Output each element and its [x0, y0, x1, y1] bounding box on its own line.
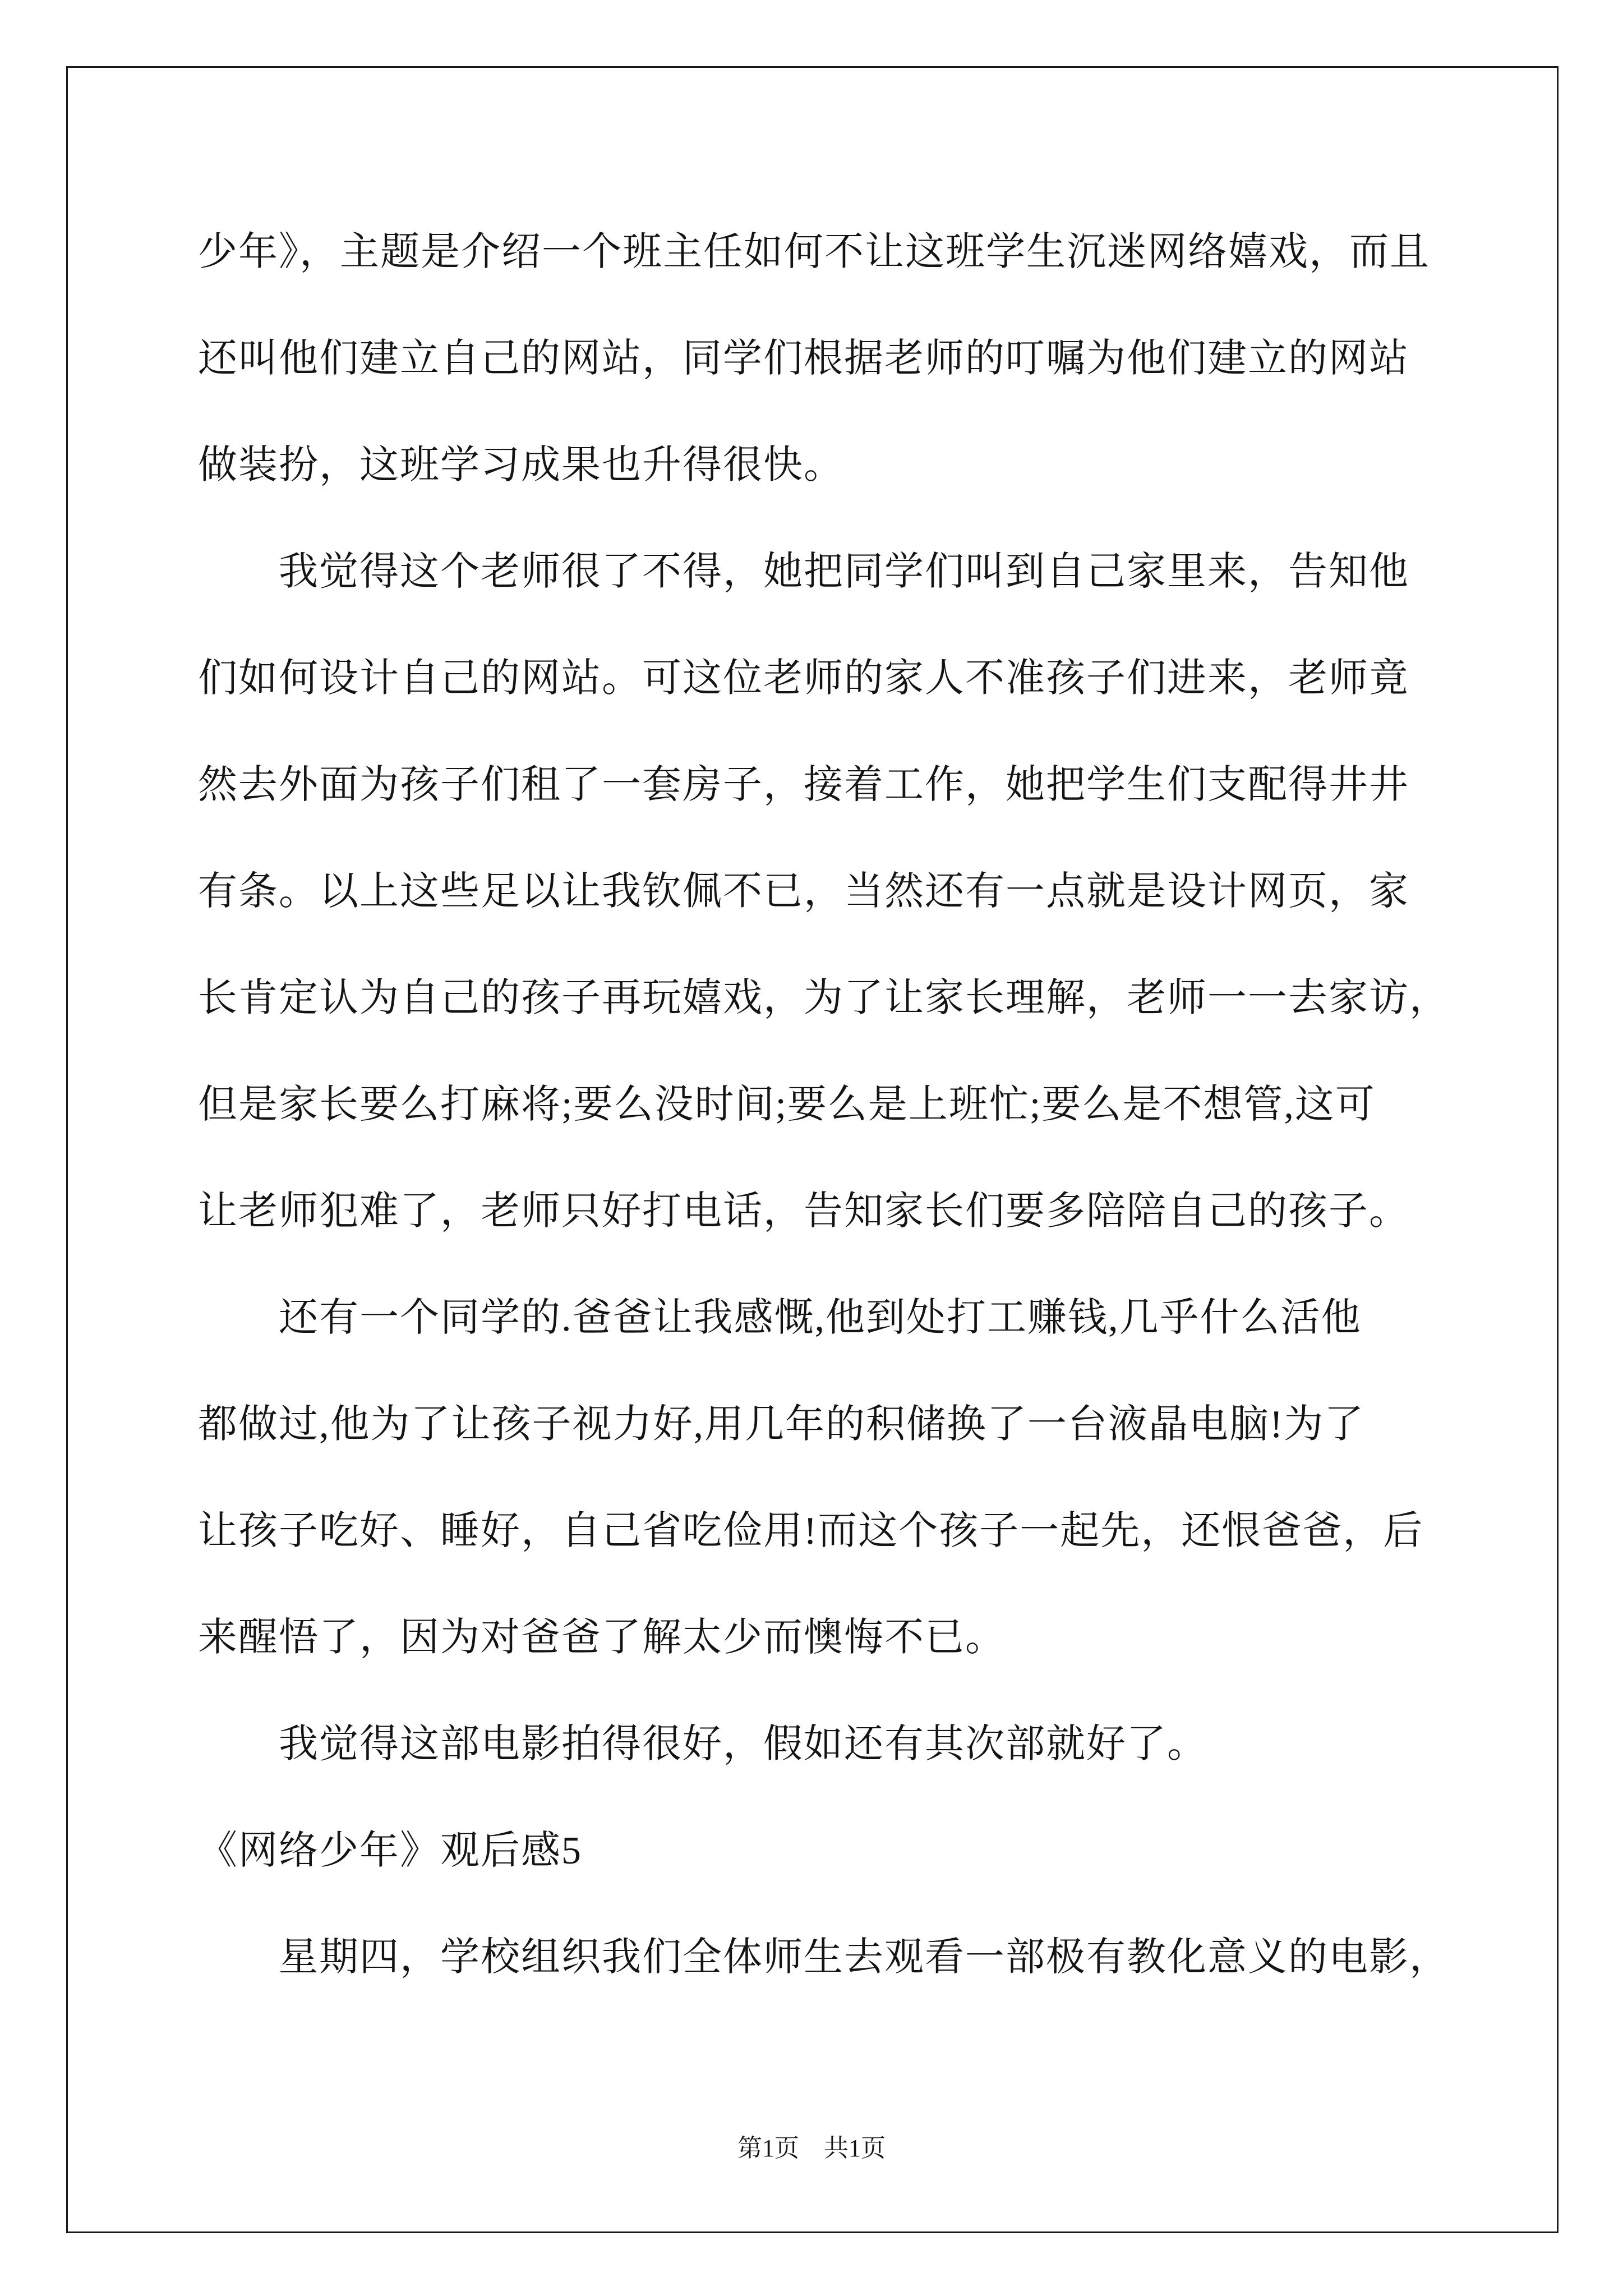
text-line: 星期四，学校组织我们全体师生去观看一部极有教化意义的电影， — [279, 1936, 1450, 1979]
text-line: 还有一个同学的.爸爸让我感慨,他到处打工赚钱,几乎什么活他 — [279, 1296, 1362, 1340]
text-line: 长肯定认为自己的孩子再玩嬉戏，为了让家长理解，老师一一去家访， — [198, 977, 1450, 1020]
paragraph — [198, 1904, 1533, 2011]
text-line: 少年》，主题是介绍一个班主任如何不让这班学生沉迷网络嬉戏，而且 — [198, 231, 1430, 274]
page-footer — [0, 2132, 1623, 2165]
text-line: 但是家长要么打麻将;要么没时间;要么是上班忙;要么是不想管,这可 — [198, 1083, 1376, 1126]
text-line: 们如何设计自己的网站。可这位老师的家人不准孩子们进来，老师竟 — [198, 657, 1409, 700]
text-line: 然去外面为孩子们租了一套房子，接着工作，她把学生们支配得井井 — [198, 763, 1409, 807]
paragraph — [198, 199, 1533, 519]
text-line: 做装扮，这班学习成果也升得很快。 — [198, 444, 844, 487]
text-line: 还叫他们建立自己的网站，同学们根据老师的叮嘱为他们建立的网站 — [198, 337, 1409, 380]
text-line: 来醒悟了，因为对爸爸了解太少而懊悔不已。 — [198, 1616, 1006, 1659]
paragraph — [198, 519, 1533, 1265]
page-count: 共1页 — [824, 2134, 886, 2162]
paragraph — [198, 1265, 1533, 1691]
text-line: 有条。以上这些足以让我钦佩不已，当然还有一点就是设计网页，家 — [198, 870, 1409, 913]
page-number: 第1页 — [737, 2134, 799, 2162]
text-line: 让孩子吃好、睡好，自己省吃俭用!而这个孩子一起先，还恨爸爸，后 — [198, 1510, 1424, 1553]
paragraph — [198, 1691, 1533, 1798]
document-body — [198, 199, 1533, 2011]
text-line: 我觉得这部电影拍得很好，假如还有其次部就好了。 — [279, 1723, 1207, 1766]
text-line: 我觉得这个老师很了不得，她把同学们叫到自己家里来，告知他 — [279, 550, 1409, 593]
section-title: 《网络少年》观后感5 — [198, 1829, 582, 1872]
text-line: 都做过,他为了让孩子视力好,用几年的积储换了一台液晶电脑!为了 — [198, 1403, 1365, 1446]
text-line: 让老师犯难了，老师只好打电话，告知家长们要多陪陪自己的孩子。 — [198, 1190, 1409, 1233]
